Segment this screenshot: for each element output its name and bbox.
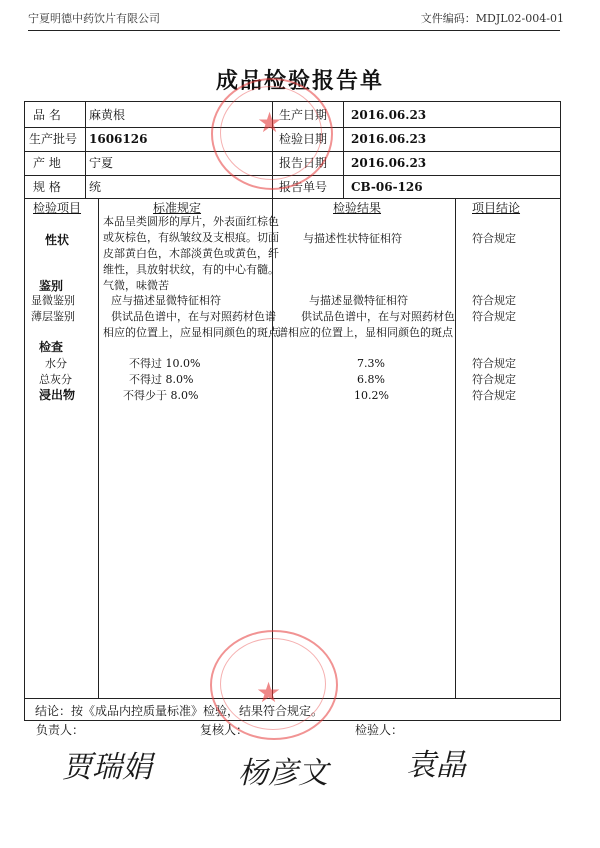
ash-result: 6.8% xyxy=(357,373,385,386)
header-rule xyxy=(28,30,560,31)
trait-standard-line: 或灰棕色，有纵皱纹及支根痕。切面 xyxy=(103,231,279,244)
col-header-conclusion: 项目结论 xyxy=(472,201,521,215)
identify-label: 鉴别 xyxy=(39,279,64,293)
ash-conclusion: 符合规定 xyxy=(472,373,516,386)
col-header-result: 检验结果 xyxy=(333,201,382,215)
prod-date-label: 生产日期 xyxy=(279,108,328,122)
origin-value: 宁夏 xyxy=(89,156,114,170)
tlc-result-line: 谱相应的位置上，显相同颜色的斑点 xyxy=(277,326,453,339)
spec-value: 统 xyxy=(89,180,102,194)
seal-star-icon: ★ xyxy=(256,676,282,709)
trait-standard-line: 气微，味微苦 xyxy=(103,279,169,292)
inspector-signature: 袁晶 xyxy=(406,748,466,783)
trait-conclusion: 符合规定 xyxy=(472,232,516,245)
col-divider xyxy=(98,198,99,698)
row-divider xyxy=(25,198,560,199)
ash-standard: 不得过 8.0% xyxy=(129,373,194,386)
file-number: 文件编码：MDJL02-004-01 xyxy=(420,12,564,25)
company-header: 宁夏明德中药饮片有限公司 xyxy=(28,12,160,25)
inspector-label: 检验人： xyxy=(355,723,404,737)
extract-conclusion: 符合规定 xyxy=(472,389,516,402)
tlc-result-line: 供试品色谱中，在与对照药材色 xyxy=(301,310,455,323)
report-date-value: 2016.06.23 xyxy=(351,156,427,170)
water-conclusion: 符合规定 xyxy=(472,357,516,370)
col-header-standard: 标准规定 xyxy=(153,201,202,215)
conclusion-text: 结论：按《成品内控质量标准》检验，结果符合规定。 xyxy=(35,704,324,718)
test-date-label: 检验日期 xyxy=(279,132,328,146)
water-label: 水分 xyxy=(45,357,67,370)
spec-label: 规 格 xyxy=(33,180,61,194)
report-date-label: 报告日期 xyxy=(279,156,328,170)
report-table xyxy=(24,101,561,721)
seal-star-icon: ★ xyxy=(257,106,283,139)
batch-label: 生产批号 xyxy=(29,132,78,146)
tlc-conclusion: 符合规定 xyxy=(472,310,516,323)
report-title: 成品检验报告单 xyxy=(215,68,384,94)
trait-result: 与描述性状特征相符 xyxy=(303,232,402,245)
col-header-item: 检验项目 xyxy=(33,201,82,215)
reviewer-signature: 杨彦文 xyxy=(238,756,328,791)
report-no-value: CB-06-126 xyxy=(351,180,423,194)
trait-label: 性状 xyxy=(45,233,70,247)
extract-standard: 不得少于 8.0% xyxy=(123,389,199,402)
col-divider xyxy=(85,102,86,198)
origin-label: 产 地 xyxy=(33,156,61,170)
col-divider xyxy=(343,102,344,198)
tlc-label: 薄层鉴别 xyxy=(31,310,75,323)
trait-standard-line: 本品呈类圆形的厚片，外表面红棕色 xyxy=(103,215,279,228)
responsible-signature: 贾瑞娟 xyxy=(62,750,152,785)
trait-standard-line: 维性，具放射状纹，有的中心有髓。 xyxy=(103,263,279,276)
product-value: 麻黄根 xyxy=(89,108,126,122)
trait-standard-line: 皮部黄白色，木部淡黄色或黄色，纤 xyxy=(103,247,279,260)
water-result: 7.3% xyxy=(357,357,385,370)
micro-label: 显微鉴别 xyxy=(31,294,75,307)
batch-value: 1606126 xyxy=(89,132,148,146)
extract-result: 10.2% xyxy=(354,389,389,402)
reviewer-label: 复核人： xyxy=(200,723,249,737)
tlc-standard-line: 相应的位置上，应显相同颜色的斑点 xyxy=(103,326,279,339)
col-divider xyxy=(455,198,456,698)
micro-standard: 应与描述显微特征相符 xyxy=(111,294,221,307)
check-label: 检查 xyxy=(39,340,64,354)
test-date-value: 2016.06.23 xyxy=(351,132,427,146)
prod-date-value: 2016.06.23 xyxy=(351,108,427,122)
micro-result: 与描述显微特征相符 xyxy=(309,294,408,307)
tlc-standard-line: 供试品色谱中，在与对照药材色谱 xyxy=(111,310,276,323)
report-no-label: 报告单号 xyxy=(279,180,328,194)
micro-conclusion: 符合规定 xyxy=(472,294,516,307)
water-standard: 不得过 10.0% xyxy=(129,357,201,370)
responsible-label: 负责人： xyxy=(36,723,85,737)
ash-label: 总灰分 xyxy=(39,373,72,386)
extract-label: 浸出物 xyxy=(39,388,76,402)
product-label: 品 名 xyxy=(33,108,61,122)
